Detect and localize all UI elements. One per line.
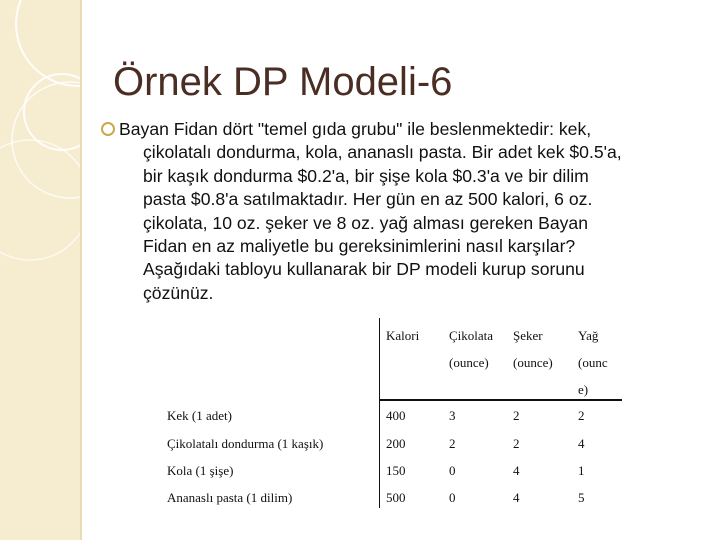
table-cell-cikolata: 0 xyxy=(449,490,456,505)
table-cell-seker: 4 xyxy=(513,490,520,505)
problem-line: çikolatalı dondurma, kola, ananaslı pasta. Bir adet kek $0.5'a, xyxy=(143,142,622,163)
table-row-label: Kek (1 adet) xyxy=(167,408,232,423)
problem-line: Fidan en az maliyetle bu gereksinimlerini nasıl karşılar? xyxy=(143,236,576,257)
header-seker: Şeker xyxy=(513,328,543,343)
problem-line: Bayan Fidan dört "temel gıda grubu" ile beslenmektedir: kek, xyxy=(119,119,592,139)
problem-line: çikolata, 10 oz. şeker ve 8 oz. yağ alması gereken Bayan xyxy=(143,212,588,233)
bullet-icon xyxy=(101,122,115,136)
problem-line: pasta $0.8'a satılmaktadır. Her gün en az 500 kalori, 6 oz. xyxy=(143,189,593,210)
header-yag: Yağ xyxy=(578,328,599,343)
table-cell-yag: 4 xyxy=(578,436,585,451)
table-row-label: Çikolatalı dondurma (1 kaşık) xyxy=(167,436,324,451)
header-cikolata: Çikolata xyxy=(449,328,494,343)
decorative-sidebar xyxy=(0,0,82,540)
table-cell-kalori: 150 xyxy=(386,463,406,478)
table-cell-yag: 1 xyxy=(578,463,585,478)
table-cell-cikolata: 2 xyxy=(449,436,456,451)
problem-line: çözünüz. xyxy=(143,282,214,303)
header-yag-unit: (ounc xyxy=(578,355,608,370)
table-cell-seker: 2 xyxy=(513,436,520,451)
slide-title: Örnek DP Modeli-6 xyxy=(113,60,453,104)
problem-line: Aşağıdaki tabloyu kullanarak bir DP modeli kurup sorunu xyxy=(143,259,585,280)
table-cell-yag: 5 xyxy=(578,490,585,505)
table-cell-kalori: 200 xyxy=(386,436,406,451)
header-kalori: Kalori xyxy=(386,328,420,343)
table-cell-cikolata: 0 xyxy=(449,463,456,478)
table-cell-cikolata: 3 xyxy=(449,408,456,423)
table-cell-kalori: 500 xyxy=(386,490,406,505)
table-cell-kalori: 400 xyxy=(386,408,406,423)
table-cell-seker: 4 xyxy=(513,463,520,478)
header-seker-unit: (ounce) xyxy=(513,355,553,370)
header-cikolata-unit: (ounce) xyxy=(449,355,489,370)
header-yag-unit-wrap: e) xyxy=(578,382,589,397)
decorative-circles xyxy=(0,0,80,540)
problem-line: bir kaşık dondurma $0.2'a, bir şişe kola $0.3'a ve bir dilim xyxy=(143,165,589,186)
table-header-rule xyxy=(379,399,622,401)
table-row-label: Ananaslı pasta (1 dilim) xyxy=(167,490,293,505)
problem-text xyxy=(119,118,699,305)
table-vertical-rule xyxy=(379,318,380,508)
table-row-label: Kola (1 şişe) xyxy=(167,463,234,478)
table-cell-yag: 2 xyxy=(578,408,585,423)
table-cell-seker: 2 xyxy=(513,408,520,423)
